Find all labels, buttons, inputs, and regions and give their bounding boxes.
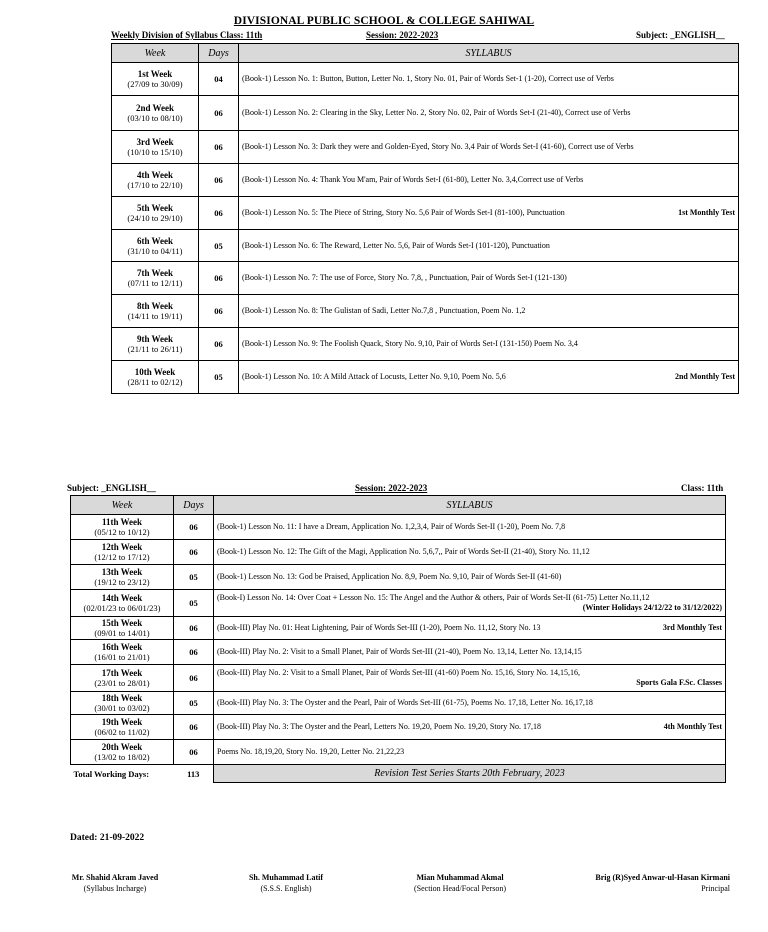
table-row	[112, 230, 739, 262]
week-dates: (30/01 to 03/02)	[94, 703, 150, 713]
table-row	[71, 740, 726, 765]
syllabus-text: (Book-1) Lesson No. 2: Clearing in the Sky, Letter No. 2, Story No. 02, Pair of Words Set-I (21-40), Correct use of Verbs	[242, 108, 631, 117]
syllabus-text: (Book-1) Lesson No. 7: The use of Force, Story No. 7,8, , Punctuation, Pair of Words Set-I (121-130)	[242, 273, 567, 282]
revision-text: Revision Test Series Starts 20th February, 2023	[374, 768, 565, 779]
days-cell: 06	[199, 328, 239, 361]
syllabus-cell	[239, 361, 739, 394]
week-cell	[71, 565, 174, 590]
syllabus-text: (Book-III) Play No. 2: Visit to a Small Planet, Pair of Words Set-III (41-60) Poem No. 15,16, Story No. 14,15,16,	[217, 668, 580, 677]
syllabus-text: (Book-1) Lesson No. 10: A Mild Attack of Locusts, Letter No. 9,10, Poem No. 5,6	[242, 372, 506, 381]
days-cell: 06	[199, 131, 239, 164]
week-dates: (16/01 to 21/01)	[94, 652, 150, 662]
table-row	[71, 640, 726, 665]
syllabus-cell	[239, 295, 739, 328]
syllabus-text: (Book-III) Play No. 2: Visit to a Small Planet, Pair of Words Set-III (21-40), Poem No. 13,14, Letter No. 13,14,15	[217, 647, 582, 656]
week-cell	[112, 131, 199, 164]
week-dates: (12/12 to 17/12)	[94, 552, 150, 562]
week-dates: (05/12 to 10/12)	[94, 527, 150, 537]
week-cell	[71, 692, 174, 715]
week-dates: (03/10 to 08/10)	[127, 113, 183, 123]
table-row	[71, 692, 726, 715]
week-header: Week	[71, 496, 174, 515]
days-cell: 06	[199, 96, 239, 131]
table-row	[71, 590, 726, 617]
syllabus-cell	[214, 515, 726, 540]
week-label: 17th Week	[101, 668, 143, 678]
table-row	[112, 63, 739, 96]
week-label: 10th Week	[134, 367, 176, 377]
table-row	[112, 197, 739, 230]
week-dates: (21/11 to 26/11)	[127, 344, 183, 354]
days-cell: 06	[174, 540, 214, 565]
week-cell	[71, 540, 174, 565]
days-cell: 06	[199, 262, 239, 295]
subject-label-2: Subject: _ENGLISH__	[67, 483, 156, 493]
week-label: 5th Week	[136, 203, 174, 213]
week-cell	[71, 715, 174, 740]
signature-block	[226, 872, 346, 894]
table-row	[112, 328, 739, 361]
syllabus-text: (Book-1) Lesson No. 4: Thank You M'am, Pair of Words Set-I (61-80), Letter No. 3,4,Correct use of Verbs	[242, 175, 584, 184]
syllabus-cell	[239, 63, 739, 96]
week-label: 8th Week	[136, 301, 174, 311]
week-dates: (09/01 to 14/01)	[94, 628, 150, 638]
week-cell	[71, 740, 174, 765]
test-note: 1st Monthly Test	[678, 208, 735, 217]
syllabus-cell	[239, 131, 739, 164]
days-cell: 05	[174, 692, 214, 715]
syllabus-cell	[239, 96, 739, 131]
week-label: 20th Week	[101, 742, 143, 752]
week-dates: (07/11 to 12/11)	[127, 278, 183, 288]
week-dates: (24/10 to 29/10)	[127, 213, 183, 223]
total-working-days-value: 113	[187, 768, 200, 779]
week-cell	[112, 230, 199, 262]
week-label: 12th Week	[101, 542, 143, 552]
days-cell: 06	[199, 197, 239, 230]
syllabus-text: (Book-III) Play No. 01: Heat Lightening, Pair of Words Set-III (1-20), Poem No. 11,12, Story No. 13	[217, 623, 541, 632]
syllabus-text: (Book-1) Lesson No. 1: Button, Button, Letter No. 1, Story No. 01, Pair of Words Set-1 (1-20), Correct use of Verbs	[242, 74, 614, 83]
week-cell	[71, 590, 174, 617]
week-cell	[71, 515, 174, 540]
syllabus-text: (Book-1) Lesson No. 9: The Foolish Quack, Story No. 9,10, Pair of Words Set-I (131-150) Poem No. 3,4	[242, 339, 578, 348]
week-label: 6th Week	[136, 235, 174, 246]
syllabus-text: (Book-1) Lesson No. 11: I have a Dream, Application No. 1,2,3,4, Pair of Words Set-II (1-20), Poem No. 7,8	[217, 522, 566, 531]
table-row	[112, 295, 739, 328]
syllabus-cell	[214, 740, 726, 765]
week-label: 4th Week	[136, 170, 174, 180]
syllabus-table-1	[111, 43, 739, 394]
week-label: 9th Week	[136, 334, 174, 344]
weekly-division-label: Weekly Division of Syllabus Class: 11th	[111, 30, 263, 40]
days-cell: 05	[199, 230, 239, 262]
revision-banner	[214, 765, 726, 783]
week-label: 1st Week	[137, 69, 173, 79]
days-cell: 06	[174, 665, 214, 692]
syllabus-cell	[214, 715, 726, 740]
week-label: 19th Week	[101, 717, 143, 727]
syllabus-cell	[214, 590, 726, 617]
week-dates: (28/11 to 02/12)	[127, 377, 183, 387]
days-cell: 05	[174, 565, 214, 590]
table-row	[112, 131, 739, 164]
table-row	[71, 540, 726, 565]
days-cell: 06	[174, 740, 214, 765]
signature-block	[45, 872, 185, 894]
school-title: DIVISIONAL PUBLIC SCHOOL & COLLEGE SAHIWAL	[233, 15, 535, 27]
days-cell: 04	[199, 63, 239, 96]
subject-label: Subject: _ENGLISH__	[636, 30, 725, 40]
syllabus-text: (Book-I) Lesson No. 14: Over Coat + Lesson No. 15: The Angel and the Author & others, Pair of Words Set-II (61-75) Letter No.11,12	[217, 593, 650, 602]
week-dates: (13/02 to 18/02)	[94, 752, 150, 762]
week-label: 7th Week	[136, 268, 174, 278]
week-dates: (02/01/23 to 06/01/23)	[83, 603, 161, 613]
syllabus-text: (Book-1) Lesson No. 12: The Gift of the Magi, Application No. 5,6,7,, Pair of Words Set-II (21-40), Story No. 11,12	[217, 547, 590, 556]
test-note: 2nd Monthly Test	[674, 372, 735, 381]
week-cell	[112, 361, 199, 394]
total-working-days-label: Total Working Days:	[73, 768, 150, 779]
signatory-role: (S.S.S. English)	[260, 884, 312, 893]
syllabus-text: Poems No. 18,19,20, Story No. 19,20, Letter No. 21,22,23	[217, 747, 405, 756]
week-cell	[71, 665, 174, 692]
syllabus-cell	[239, 262, 739, 295]
event-note: (Winter Holidays 24/12/22 to 31/12/2022)	[582, 603, 722, 612]
week-label: 11th Week	[101, 517, 143, 527]
syllabus-cell	[239, 197, 739, 230]
syllabus-cell	[214, 617, 726, 640]
syllabus-text: (Book-1) Lesson No. 3: Dark they were and Golden-Eyed, Story No. 3,4 Pair of Words Set-I (41-60), Correct use of Verbs	[242, 142, 634, 151]
table-header	[112, 44, 739, 63]
week-label: 14th Week	[101, 593, 143, 603]
days-cell: 05	[174, 590, 214, 617]
table-header	[71, 496, 726, 515]
days-cell: 06	[199, 295, 239, 328]
test-note: 3rd Monthly Test	[662, 623, 722, 632]
session-label-2: Session: 2022-2023	[355, 483, 428, 493]
days-cell: 06	[174, 715, 214, 740]
syllabus-cell	[214, 540, 726, 565]
week-dates: (06/02 to 11/02)	[94, 727, 150, 737]
table-row	[71, 665, 726, 692]
table-row	[112, 164, 739, 197]
session-label: Session: 2022-2023	[366, 30, 439, 40]
syllabus-cell	[214, 692, 726, 715]
syllabus-cell	[214, 665, 726, 692]
signatory-role: (Section Head/Focal Person)	[414, 884, 506, 893]
syllabus-cell	[239, 328, 739, 361]
syllabus-text: (Book-1) Lesson No. 6: The Reward, Letter No. 5,6, Pair of Words Set-I (101-120), Punctuation	[242, 240, 550, 250]
week-label: 13th Week	[101, 567, 143, 577]
week-cell	[71, 640, 174, 665]
table-row	[112, 96, 739, 131]
total-row	[71, 765, 726, 783]
syllabus-text: (Book-1) Lesson No. 8: The Gulistan of Sadi, Letter No.7,8 , Punctuation, Poem No. 1,2	[242, 306, 526, 315]
signatory-name: Brig (R)Syed Anwar-ul-Hasan Kirmani	[595, 873, 730, 882]
days-cell: 06	[174, 617, 214, 640]
week-label: 18th Week	[101, 693, 143, 703]
event-note: Sports Gala F.Sc. Classes	[636, 678, 722, 687]
syllabus-cell	[214, 640, 726, 665]
table-row	[71, 715, 726, 740]
week-dates: (14/11 to 19/11)	[127, 311, 183, 321]
week-dates: (27/09 to 30/09)	[127, 79, 183, 89]
week-header: Week	[112, 44, 199, 63]
table-row	[71, 617, 726, 640]
week-cell	[112, 262, 199, 295]
week-cell	[112, 96, 199, 131]
days-cell: 06	[174, 515, 214, 540]
week-dates: (10/10 to 15/10)	[127, 147, 183, 157]
dated-label: Dated: 21-09-2022	[70, 833, 145, 843]
week-dates: (17/10 to 22/10)	[127, 180, 183, 190]
week-label: 2nd Week	[135, 103, 175, 113]
syllabus-table-2	[70, 495, 726, 783]
syllabus-text: (Book-1) Lesson No. 5: The Piece of String, Story No. 5,6 Pair of Words Set-I (81-100), Punctuation	[242, 208, 565, 217]
table-row	[112, 262, 739, 295]
syllabus-text: (Book-III) Play No. 3: The Oyster and the Pearl, Pair of Words Set-III (61-75), Poems No. 17,18, Letter No. 16,17,18	[217, 698, 593, 707]
signatory-name: Sh. Muhammad Latif	[248, 873, 323, 882]
signature-block	[566, 872, 730, 894]
signatory-role: Principal	[701, 884, 730, 893]
week-cell	[112, 197, 199, 230]
signatory-role: (Syllabus Incharge)	[83, 884, 147, 893]
syllabus-text: (Book-III) Play No. 3: The Oyster and the Pearl, Letters No. 19,20, Poem No. 19,20, Story No. 17,18	[217, 722, 542, 731]
week-cell	[112, 295, 199, 328]
week-cell	[112, 164, 199, 197]
week-cell	[112, 63, 199, 96]
table-row	[112, 361, 739, 394]
signatory-name: Mr. Shahid Akram Javed	[71, 873, 159, 882]
syllabus-header: SYLLABUS	[239, 44, 739, 63]
days-cell: 05	[199, 361, 239, 394]
week-label: 3rd Week	[136, 137, 174, 147]
days-header: Days	[174, 496, 214, 515]
week-cell	[71, 617, 174, 640]
signature-block	[390, 872, 530, 894]
week-label: 15th Week	[101, 618, 143, 628]
syllabus-text: (Book-1) Lesson No. 13: God be Praised, Application No. 8,9, Poem No. 9,10, Pair of Words Set-II (41-60)	[217, 572, 562, 581]
days-cell: 06	[199, 164, 239, 197]
week-dates: (31/10 to 04/11)	[127, 245, 183, 256]
syllabus-cell	[239, 164, 739, 197]
syllabus-cell	[214, 565, 726, 590]
signatory-name: Mian Muhammad Akmal	[416, 873, 504, 882]
table-row	[71, 515, 726, 540]
syllabus-cell	[239, 230, 739, 262]
week-cell	[112, 328, 199, 361]
class-label: Class: 11th	[681, 483, 724, 493]
table-row	[71, 565, 726, 590]
days-cell: 06	[174, 640, 214, 665]
days-header: Days	[199, 44, 239, 63]
test-note: 4th Monthly Test	[663, 722, 722, 731]
syllabus-header: SYLLABUS	[214, 496, 726, 515]
week-dates: (19/12 to 23/12)	[94, 577, 150, 587]
week-label: 16th Week	[101, 642, 143, 652]
week-dates: (23/01 to 28/01)	[94, 678, 150, 688]
